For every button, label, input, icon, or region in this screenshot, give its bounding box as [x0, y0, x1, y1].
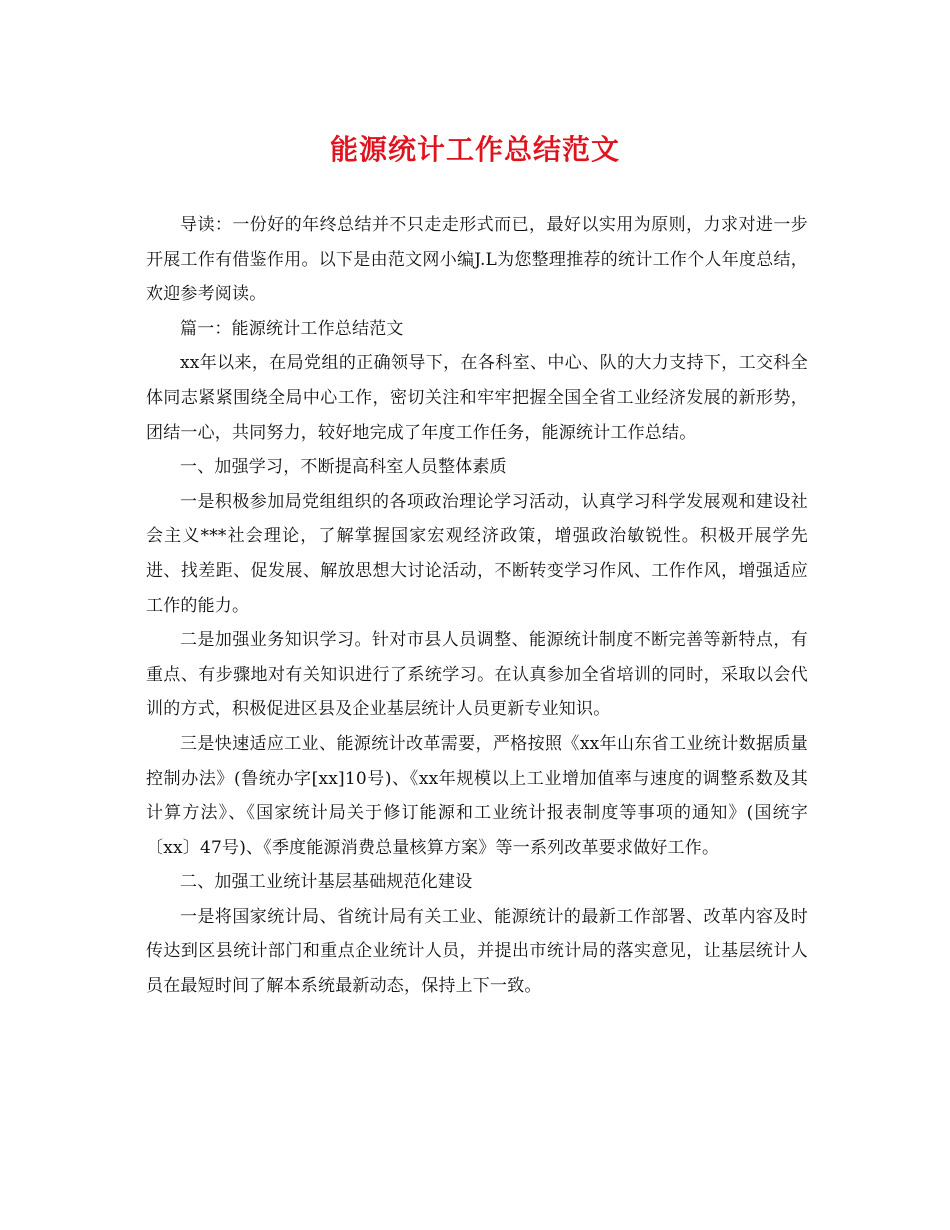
body-paragraph: 三是快速适应工业、能源统计改革需要，严格按照《xx年山东省工业统计数据质量控制办法》(鲁统办字[xx]10号)、《xx年规模以上工业增加值率与速度的调整系数及其计算方法》、《国家统计局关于修订能源和工业统计报表制度等事项的通知》(国统字〔xx〕47号)、《季度能源消费总量核算方案》等一系列改革要求做好工作。	[146, 733, 808, 858]
section-heading-2: 二、加强工业统计基层基础规范化建设	[180, 872, 473, 893]
section-heading-part-one: 篇一：能源统计工作总结范文	[180, 318, 404, 339]
document-body	[146, 208, 808, 1004]
body-paragraph: xx年以来，在局党组的正确领导下，在各科室、中心、队的大力支持下，工交科全体同志紧紧围绕全局中心工作，密切关注和牢牢把握全国全省工业经济发展的新形势，团结一心，共同努力，较好地完成了年度工作任务，能源统计工作总结。	[146, 353, 808, 443]
document-title: 能源统计工作总结范文	[329, 133, 620, 166]
body-paragraph: 一是积极参加局党组组织的各项政治理论学习活动，认真学习科学发展观和建设社会主义***社会理论，了解掌握国家宏观经济政策，增强政治敏锐性。积极开展学先进、找差距、促发展、解放思想大讨论活动，不断转变学习作风、工作作风，增强适应工作的能力。	[146, 491, 808, 616]
body-paragraph: 二是加强业务知识学习。针对市县人员调整、能源统计制度不断完善等新特点，有重点、有步骤地对有关知识进行了系统学习。在认真参加全省培训的同时，采取以会代训的方式，积极促进区县及企业基层统计人员更新专业知识。	[146, 630, 808, 720]
intro-paragraph: 导读：一份好的年终总结并不只走走形式而已，最好以实用为原则，力求对进一步开展工作有借鉴作用。以下是由范文网小编J.L为您整理推荐的统计工作个人年度总结，欢迎参考阅读。	[146, 215, 808, 305]
section-heading-1: 一、加强学习，不断提高科室人员整体素质	[180, 457, 507, 478]
body-paragraph: 一是将国家统计局、省统计局有关工业、能源统计的最新工作部署、改革内容及时传达到区县统计部门和重点企业统计人员，并提出市统计局的落实意见，让基层统计人员在最短时间了解本系统最新动态，保持上下一致。	[146, 906, 808, 997]
